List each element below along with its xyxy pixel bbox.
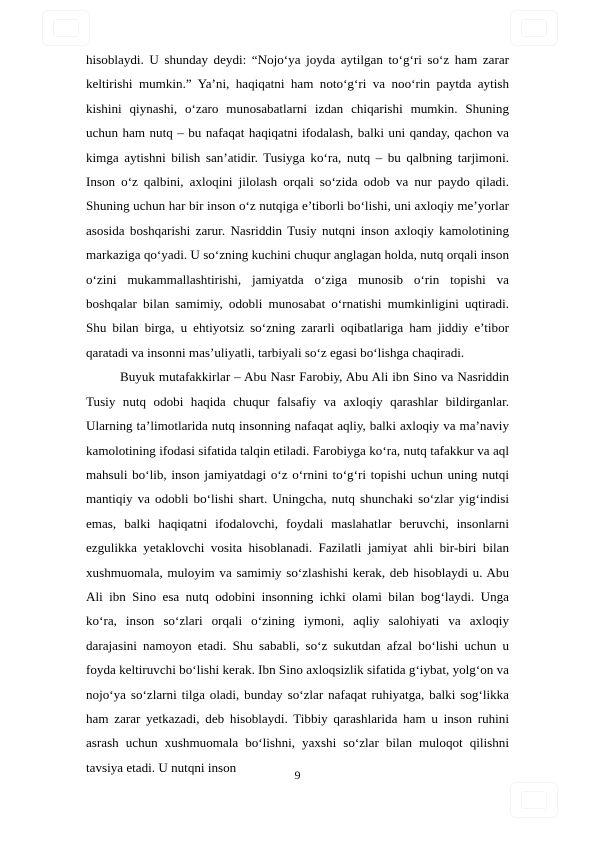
paragraph: hisoblaydi. U shunday deydi: “Nojo‘ya joyda aytilgan to‘g‘ri so‘z ham zarar keltirishi mumkin.” Ya’ni, haqiqatni ham noto‘g‘ri va noo‘rin paytda aytish kishini qiynashi, o‘zaro munosabatlarni izdan chiqarishi mumkin. Shuning uchun ham nutq – bu nafaqat haqiqatni ifodalash, balki uni qanday, qachon va kimga aytishni bilish san’atidir. Tusiyga ko‘ra, nutq – bu qalbning tarjimoni. Inson o‘z qalbini, axloqini jilolash orqali so‘zida odob va nur paydo qiladi. Shuning uchun har bir inson o‘z nutqiga e’tiborli bo‘lishi, uni axloqiy me’yorlar asosida boshqarishi zarur. Nasriddin Tusiy nutqni inson axloqiy kamolotining markaziga qo‘yadi. U so‘zning kuchini chuqur anglagan holda, nutq orqali inson o‘zini mukammallashtirishi, jamiyatda o‘ziga munosib o‘rin topishi va boshqalar bilan samimiy, odobli munosabat o‘rnatishi mumkinligini uqtiradi. Shu bilan birga, u ehtiyotsiz so‘zning zararli oqibatlariga ham jiddiy e’tibor qaratadi va insonni mas’uliyatli, tarbiyali so‘z egasi bo‘lishga chaqiradi. bbox=[86, 52, 509, 360]
paragraph: Buyuk mutafakkirlar – Abu Nasr Farobiy, Abu Ali ibn Sino va Nasriddin Tusiy nutq odobi haqida chuqur falsafiy va axloqiy qarashlar bildirganlar. Ularning ta’limotlarida nutq insonning nafaqat aqliy, balki axloqiy va ma’naviy kamolotining ifodasi sifatida talqin etiladi. Farobiyga ko‘ra, nutq tafakkur va aql mahsuli bo‘lib, inson jamiyatdagi o‘z o‘rnini to‘g‘ri topishi uchun uning nutqi mantiqiy va odobli bo‘lishi shart. Uningcha, nutq shunchaki so‘zlar yig‘indisi emas, balki haqiqatni ifodalovchi, foydali maslahatlar beruvchi, insonlarni ezgulikka yetaklovchi vosita hisoblanadi. Fazilatli jamiyat ahli bir-biri bilan xushmuomala, muloyim va samimiy so‘zlashishi kerak, deb hisoblaydi u. Abu Ali ibn Sino esa nutq odobini insonning ichki olami bilan bog‘laydi. Unga ko‘ra, inson so‘zlari orqali o‘zining iymoni, aqliy salohiyati va axloqiy darajasini namoyon etadi. Shu sababli, so‘z sukutdan afzal bo‘lishi uchun u foyda keltiruvchi bo‘lishi kerak. Ibn Sino axloqsizlik sifatida g‘iybat, yolg‘on va nojo‘ya so‘zlarni tilga oladi, bunday so‘zlar nafaqat ruhiyatga, balki sog‘likka ham zarar yetkazadi, deb hisoblaydi. Tibbiy qarashlarida ham u inson ruhini asrash uchun xushmuomala bo‘lishni, yaxshi so‘zlar bilan muloqot qilishni tavsiya etadi. U nutqni inson bbox=[86, 369, 509, 775]
watermark-icon bbox=[42, 10, 90, 46]
watermark-icon bbox=[510, 10, 558, 46]
watermark-icon bbox=[510, 782, 558, 818]
page-number: 9 bbox=[294, 768, 301, 782]
body-text bbox=[86, 48, 509, 780]
